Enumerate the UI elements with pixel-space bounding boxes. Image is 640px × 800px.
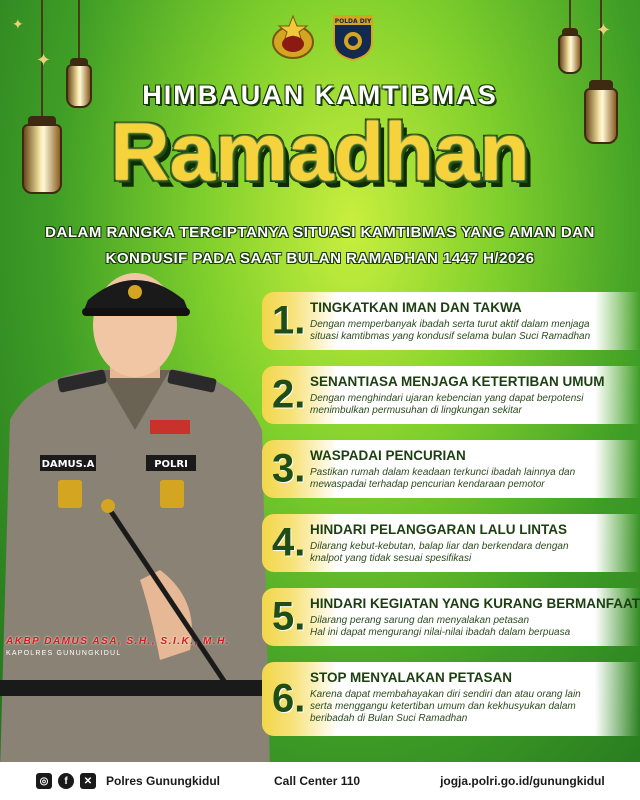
appeal-heading: HINDARI KEGIATAN YANG KURANG BERMANFAAT <box>310 596 640 611</box>
star-ornament-icon: ✦ <box>596 20 612 41</box>
appeal-heading: TINGKATKAN IMAN DAN TAKWA <box>310 300 522 315</box>
polri-emblem-icon <box>270 12 316 62</box>
x-icon[interactable]: ✕ <box>80 773 96 789</box>
uniform-name-tag: DAMUS.A <box>41 459 95 470</box>
appeal-description: Pastikan rumah dalam keadaan terkunci ibadah lainnya dan mewaspadai terhadap pencurian kendaraan pemotor <box>310 467 576 490</box>
subtitle-line-2: KONDUSIF PADA SAAT BULAN RAMADHAN 1447 H/2026 <box>105 250 535 267</box>
officer-portrait <box>0 270 270 770</box>
appeal-heading: HINDARI PELANGGARAN LALU LINTAS <box>310 522 567 537</box>
polda-diy-emblem-icon <box>330 12 376 62</box>
appeal-number: 6. <box>272 676 306 721</box>
appeal-list <box>262 292 640 752</box>
appeal-number: 2. <box>272 372 306 417</box>
appeal-number: 4. <box>272 520 306 565</box>
website-link[interactable]: jogja.polri.go.id/gunungkidul <box>440 774 605 788</box>
appeal-heading: STOP MENYALAKAN PETASAN <box>310 670 513 685</box>
officer-name: AKBP DAMUS ASA, S.H., S.I.K., M.H. <box>6 636 231 647</box>
footer-bar <box>0 762 640 800</box>
appeal-item <box>262 440 640 498</box>
appeal-item <box>262 292 640 350</box>
svg-text:POLDA DIY: POLDA DIY <box>334 18 372 25</box>
appeal-number: 5. <box>272 594 306 639</box>
call-center: Call Center 110 <box>274 774 361 788</box>
star-ornament-icon: ✦ <box>12 17 24 33</box>
appeal-description: Dengan memperbanyak ibadah serta turut aktif dalam menjaga situasi kamtibmas yang kondusif selama bulan Suci Ramadhan <box>310 319 591 342</box>
appeal-item <box>262 662 640 736</box>
appeal-item <box>262 588 640 646</box>
appeal-description: Dilarang kebut-kebutan, balap liar dan berkendara dengan knalpot yang tidak sesuai spesifikasi <box>310 541 569 564</box>
appeal-number: 3. <box>272 446 306 491</box>
subtitle-line-1: DALAM RANGKA TERCIPTANYA SITUASI KAMTIBMAS YANG AMAN DAN <box>45 224 595 241</box>
appeal-description: Dilarang perang sarung dan menyalakan petasan Hal ini dapat mengurangi nilai-nilai ibadah dalam berpuasa <box>310 615 571 638</box>
lantern-icon <box>558 0 582 80</box>
appeal-description: Dengan menghindari ujaran kebencian yang dapat berpotensi menimbulkan permusuhan di lingkungan sekitar <box>310 393 584 416</box>
appeal-item <box>262 366 640 424</box>
facebook-icon[interactable]: f <box>58 773 74 789</box>
officer-role: KAPOLRES GUNUNGKIDUL <box>6 650 122 657</box>
appeal-heading: SENANTIASA MENJAGA KETERTIBAN UMUM <box>310 374 605 389</box>
social-links <box>36 773 220 789</box>
instagram-icon[interactable]: ◎ <box>36 773 52 789</box>
title-ramadhan: Ramadhan <box>110 107 530 198</box>
appeal-description: Karena dapat membahayakan diri sendiri dan atau orang lain serta menggangu ketertiban umum dan kekhusyukan dalam beribadah di Bulan Suci Ramadhan <box>310 689 581 724</box>
star-ornament-icon: ✦ <box>36 50 52 71</box>
appeal-heading: WASPADAI PENCURIAN <box>310 448 466 463</box>
appeal-number: 1. <box>272 298 306 343</box>
title-himbauan: HIMBAUAN KAMTIBMAS <box>142 80 498 110</box>
uniform-polri-badge: POLRI <box>154 459 188 470</box>
appeal-item <box>262 514 640 572</box>
social-handle[interactable]: Polres Gunungkidul <box>106 774 221 788</box>
